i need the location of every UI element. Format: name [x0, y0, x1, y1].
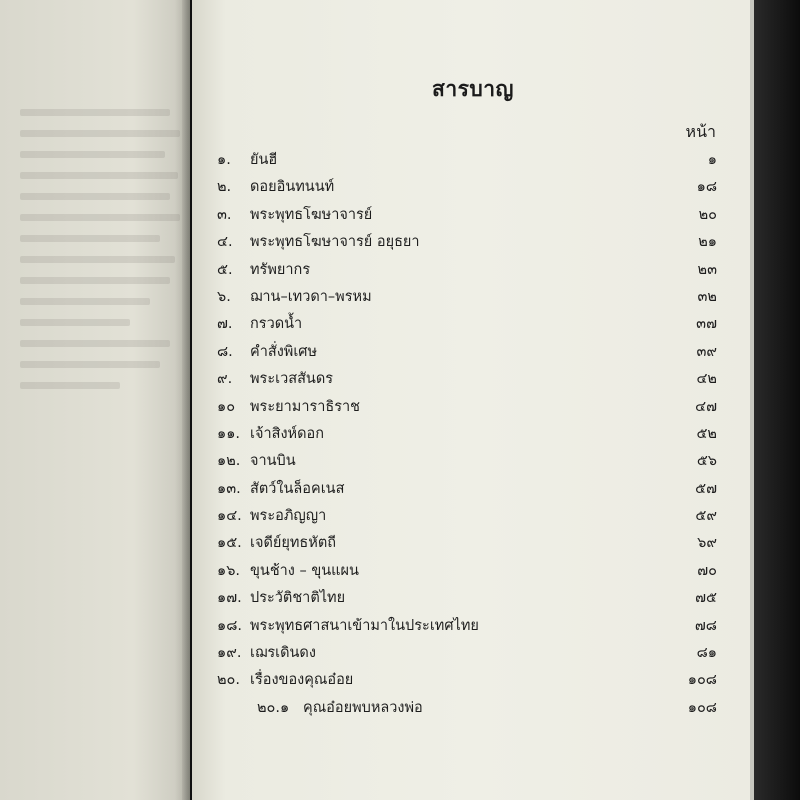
toc-entry-title: สัตว์ในล็อคเนส — [250, 480, 345, 497]
page-column-header: หน้า — [685, 122, 716, 141]
toc-entry-title: พระยามาราธิราช — [250, 398, 361, 415]
toc-entry-number: ๕. — [217, 261, 233, 278]
toc-entry-number: ๙. — [217, 371, 233, 388]
toc-entry — [217, 285, 717, 312]
toc-entry-number: ๒๐. — [217, 672, 241, 689]
toc-entry-number: ๘. — [217, 343, 233, 360]
toc-entry-page: ๗๘ — [694, 617, 717, 634]
toc-entry-title: ทรัพยากร — [250, 261, 311, 278]
toc-entry-page: ๕๙ — [695, 508, 717, 525]
toc-entry-page: ๒๓ — [697, 261, 717, 278]
toc-entry-page: ๔๗ — [695, 398, 717, 415]
toc-sub-entry-page: ๑๐๘ — [687, 699, 717, 716]
toc-entry-page: ๓๙ — [696, 343, 717, 360]
toc-entry-title: พระพุทธศาสนาเข้ามาในประเทศไทย — [250, 617, 479, 634]
toc-entry — [217, 312, 717, 339]
toc-entry — [217, 395, 717, 422]
toc-entry-page: ๓๗ — [696, 316, 717, 333]
toc-entry-page: ๖๙ — [697, 535, 717, 552]
toc-entry — [217, 477, 717, 504]
toc-entry — [217, 449, 717, 476]
toc-entry-number: ๑๘. — [217, 617, 242, 634]
toc-entry-number: ๑๓. — [217, 480, 241, 497]
toc-entry-title: พระพุทธโฆษาจารย์ อยุธยา — [250, 234, 420, 251]
toc-entry — [217, 559, 717, 586]
toc-entry — [217, 258, 717, 285]
toc-entry-title: เจ้าสิงห์ดอก — [250, 425, 324, 442]
toc-entry-title: เฌรเดินดง — [250, 645, 316, 662]
toc-entry-number: ๑๒. — [217, 453, 241, 470]
toc-entry-title: ขุนช้าง – ขุนแผน — [250, 562, 359, 579]
toc-entry-page: ๓๒ — [697, 288, 717, 305]
toc-entry — [217, 422, 717, 449]
left-page — [0, 0, 190, 800]
toc-entry-title: พระพุทธโฆษาจารย์ — [250, 206, 373, 223]
toc-entry-page: ๘๑ — [696, 645, 717, 662]
toc-entry-page: ๗๐ — [697, 562, 717, 579]
toc-sub-entry-title: คุณอ๋อยพบหลวงพ่อ — [303, 699, 423, 716]
toc-entry-page: ๑ — [707, 152, 717, 168]
toc-entry-number: ๔. — [217, 234, 233, 251]
toc-entry-number: ๑๙. — [217, 645, 242, 662]
toc-entry-title: พระอภิญญา — [250, 508, 327, 525]
toc-entry-title: เจดีย์ยุทธหัตถี — [250, 535, 337, 552]
toc-entry — [217, 340, 717, 367]
toc-entry — [217, 531, 717, 558]
toc-entry — [217, 230, 717, 257]
toc-entry-number: ๖. — [217, 288, 231, 305]
toc-entry-page: ๑๐๘ — [687, 672, 717, 689]
toc-entry-title: เรื่องของคุณอ๋อย — [250, 672, 354, 689]
toc-entry-number: ๑๗. — [217, 590, 242, 607]
toc-entry-title: คำสั่งพิเศษ — [250, 343, 318, 360]
toc-entry — [217, 203, 717, 230]
toc-entry-number: ๑๑. — [217, 425, 241, 442]
toc-entry-title: กรวดน้ำ — [250, 316, 303, 333]
toc-list — [217, 148, 717, 723]
toc-entry-number: ๑. — [217, 152, 231, 168]
right-page — [192, 0, 754, 800]
toc-entry-page: ๔๒ — [696, 371, 717, 388]
toc-entry — [217, 504, 717, 531]
toc-entry-number: ๓. — [217, 206, 232, 223]
toc-title: สารบาญ — [432, 77, 514, 101]
toc-entry — [217, 175, 717, 202]
toc-entry — [217, 148, 717, 175]
toc-entry — [217, 367, 717, 394]
toc-sub-entry — [217, 696, 717, 723]
toc-entry — [217, 614, 717, 641]
toc-entry-title: จานบิน — [250, 453, 296, 470]
toc-entry-number: ๑๖. — [217, 562, 241, 579]
toc-entry — [217, 668, 717, 695]
toc-entry-number: ๑๐ — [217, 398, 236, 415]
toc-entry-title: พระเวสสันดร — [250, 371, 334, 388]
toc-entry-number: ๑๕. — [217, 535, 242, 552]
toc-entry — [217, 586, 717, 613]
toc-entry-page: ๕๒ — [696, 425, 717, 442]
toc-entry-title: ฌาน–เทวดา–พรหม — [250, 288, 372, 305]
toc-entry-page: ๑๘ — [696, 179, 717, 196]
toc-entry-title: ยันฮี — [250, 152, 278, 168]
toc-sub-entry-number: ๒๐.๑ — [257, 699, 290, 716]
toc-entry-page: ๗๕ — [695, 590, 717, 607]
dark-background — [754, 0, 800, 800]
toc-entry-number: ๑๔. — [217, 508, 242, 525]
toc-entry-title: ประวัติชาติไทย — [250, 590, 346, 607]
toc-entry-number: ๒. — [217, 179, 232, 196]
toc-entry-title: ดอยอินทนนท์ — [250, 179, 335, 196]
toc-entry — [217, 641, 717, 668]
toc-entry-number: ๗. — [217, 316, 233, 333]
toc-entry-page: ๒๐ — [698, 206, 717, 223]
toc-entry-page: ๕๗ — [695, 480, 717, 497]
bleed-through-text — [0, 95, 190, 403]
toc-entry-page: ๕๖ — [696, 453, 717, 470]
toc-entry-page: ๒๑ — [698, 234, 717, 251]
